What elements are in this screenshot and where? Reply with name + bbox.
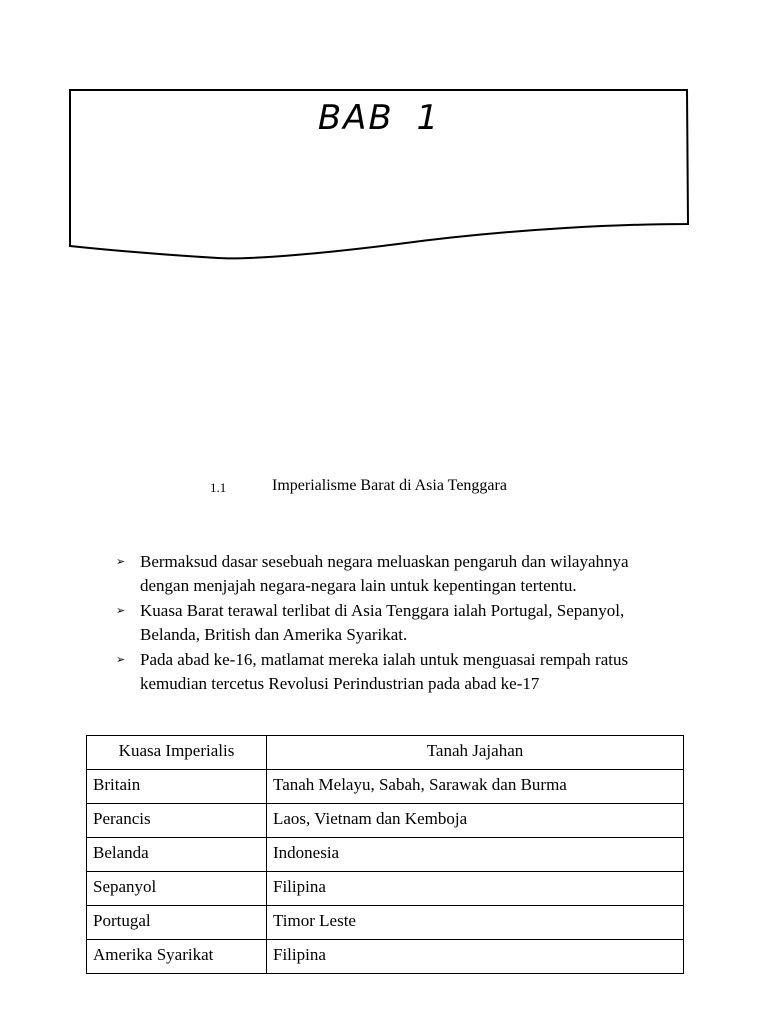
- table-row: [87, 804, 684, 838]
- table-row: [87, 770, 684, 804]
- table-row: [87, 838, 684, 872]
- bullet-text: Bermaksud dasar sesebuah negara meluaskan pengaruh dan wilayahnya dengan menjajah negara-negara lain untuk kepentingan tertentu.: [140, 552, 629, 595]
- section-title: Imperialisme Barat di Asia Tenggara: [272, 477, 507, 494]
- cell-power: Belanda: [87, 838, 267, 872]
- cell-colony: Filipina: [267, 940, 684, 974]
- arrow-bullet-icon: ➢: [116, 653, 126, 666]
- cell-power: Amerika Syarikat: [87, 940, 267, 974]
- cell-colony: Filipina: [267, 872, 684, 906]
- header-tanah-jajahan: Tanah Jajahan: [267, 736, 684, 770]
- list-item: [116, 648, 676, 696]
- imperial-powers-table: [86, 735, 684, 974]
- cell-colony: Indonesia: [267, 838, 684, 872]
- arrow-bullet-icon: ➢: [116, 555, 126, 568]
- chapter-title: BAB 1: [317, 98, 441, 138]
- table-row: [87, 872, 684, 906]
- cell-power: Sepanyol: [87, 872, 267, 906]
- chapter-banner: [68, 88, 690, 262]
- cell-colony: Timor Leste: [267, 906, 684, 940]
- bullet-text: Pada abad ke-16, matlamat mereka ialah untuk menguasai rempah ratus kemudian tercetus Revolusi Perindustrian pada abad ke-17: [140, 650, 629, 693]
- table-row: [87, 906, 684, 940]
- cell-power: Perancis: [87, 804, 267, 838]
- bullet-text: Kuasa Barat terawal terlibat di Asia Tenggara ialah Portugal, Sepanyol, Belanda, British dan Amerika Syarikat.: [140, 601, 625, 644]
- cell-colony: Tanah Melayu, Sabah, Sarawak dan Burma: [267, 770, 684, 804]
- cell-power: Portugal: [87, 906, 267, 940]
- list-item: [116, 599, 676, 647]
- cell-colony: Laos, Vietnam dan Kemboja: [267, 804, 684, 838]
- section-number: 1.1: [210, 480, 227, 495]
- arrow-bullet-icon: ➢: [116, 604, 126, 617]
- table-header-row: [87, 736, 684, 770]
- cell-power: Britain: [87, 770, 267, 804]
- header-kuasa-imperialis: Kuasa Imperialis: [87, 736, 267, 770]
- list-item: [116, 550, 676, 598]
- table-row: [87, 940, 684, 974]
- bullet-list: [116, 550, 676, 697]
